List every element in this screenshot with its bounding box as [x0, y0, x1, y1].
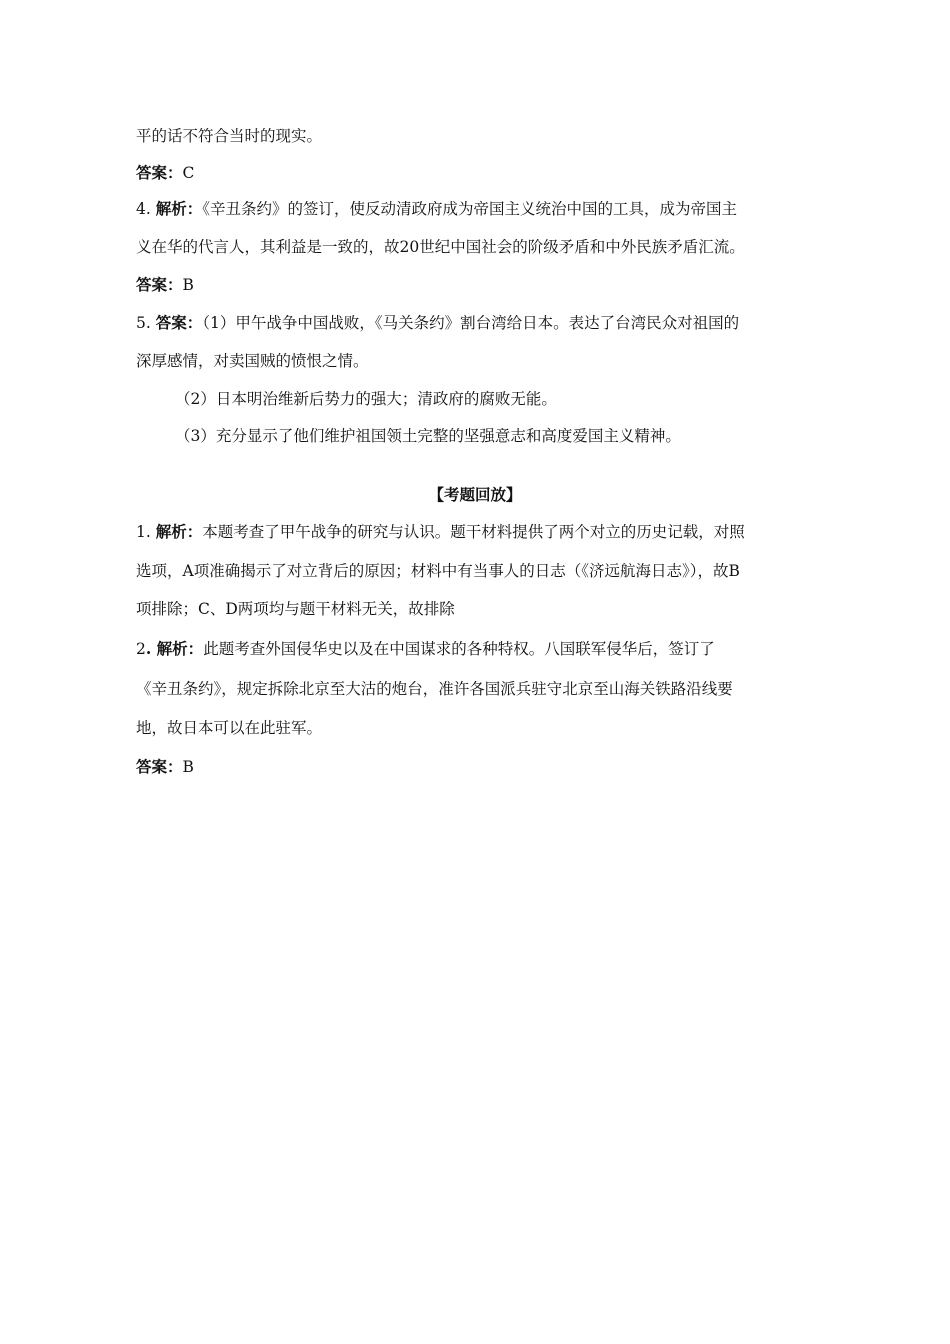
q4-explanation-label: 解析：: [155, 199, 203, 218]
r1-explanation-label: 解析：: [155, 522, 203, 541]
prev-explanation-tail: [136, 125, 322, 147]
q5-text-2: 深厚感情，对卖国贼的愤恨之情。: [136, 352, 369, 370]
r1-explanation-line-1: [136, 521, 745, 543]
q4-answer: [136, 274, 194, 296]
answer-label: 答案：: [136, 163, 183, 182]
r1-explanation-line-3: [136, 598, 455, 620]
prev-answer: [136, 162, 194, 184]
answer-value: C: [182, 164, 195, 182]
r2-number-dot: .: [145, 639, 157, 658]
q5-answer-line-3: [175, 388, 557, 410]
q4-text-2: 义在华的代言人，其利益是一致的，故20世纪中国社会的阶级矛盾和中外民族矛盾汇流。: [136, 238, 745, 256]
q4-number: 4.: [136, 200, 156, 218]
r2-explanation-line-2: [136, 678, 733, 700]
q5-answer-label: 答案：: [155, 313, 203, 332]
r1-text-3: 项排除；C、D两项均与题干材料无关，故排除: [136, 600, 455, 618]
q5-text-1: （1）甲午战争中国战败，《马关条约》割台湾给日本。表达了台湾民众对祖国的: [202, 314, 740, 332]
answer-label: 答案：: [136, 757, 183, 776]
q5-answer-line-4: [175, 425, 681, 447]
r1-explanation-line-2: [136, 560, 740, 582]
r2-explanation-label: 解析：: [156, 639, 204, 658]
q5-answer-line-2: [136, 350, 369, 372]
q4-text-1: 《辛丑条约》的签订，使反动清政府成为帝国主义统治中国的工具，成为帝国主: [202, 200, 737, 218]
r1-number: 1.: [136, 523, 156, 541]
r1-text-2: 选项，A项准确揭示了对立背后的原因；材料中有当事人的日志（《济远航海日志》），故B: [136, 562, 740, 580]
r2-explanation-line-3: [136, 717, 322, 739]
r2-explanation-line-1: [136, 638, 715, 660]
q5-number: 5.: [136, 314, 156, 332]
answer-value: B: [182, 276, 194, 294]
r2-text-3: 地，故日本可以在此驻军。: [136, 719, 323, 737]
q5-text-4: （3）充分显示了他们维护祖国领土完整的坚强意志和高度爱国主义精神。: [175, 427, 681, 445]
q4-explanation-line-1: [136, 198, 737, 220]
answer-value: B: [182, 758, 194, 776]
q5-text-3: （2）日本明治维新后势力的强大；清政府的腐败无能。: [175, 390, 557, 408]
prev-tail-text: 平的话不符合当时的现实。: [136, 127, 323, 145]
section-heading: 【考题回放】: [428, 485, 522, 504]
r2-text-1: 此题考查外国侵华史以及在中国谋求的各种特权。八国联军侵华后，签订了: [203, 640, 715, 658]
q4-explanation-line-2: [136, 236, 745, 258]
q5-answer-line-1: [136, 312, 739, 334]
r2-number: 2: [136, 640, 146, 658]
r2-answer: [136, 756, 194, 778]
answer-label: 答案：: [136, 275, 183, 294]
r1-text-1: 本题考查了甲午战争的研究与认识。题干材料提供了两个对立的历史记载，对照: [202, 523, 745, 541]
r2-text-2: 《辛丑条约》，规定拆除北京至大沽的炮台，准许各国派兵驻守北京至山海关铁路沿线要: [136, 680, 733, 698]
